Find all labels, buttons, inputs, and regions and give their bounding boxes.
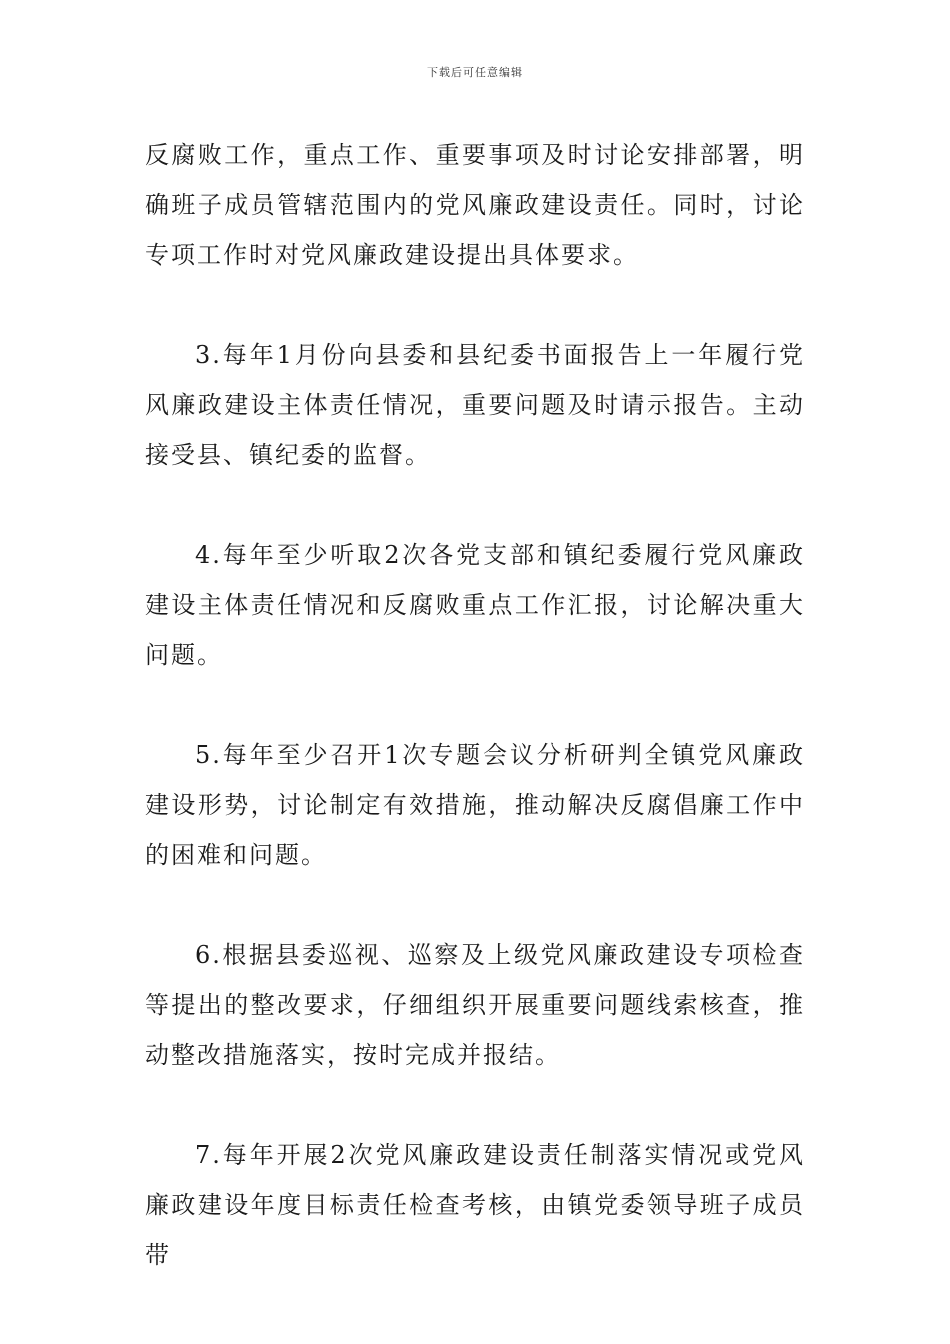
document-body (145, 130, 805, 1330)
paragraph-item-5: 5.每年至少召开1次专题会议分析研判全镇党风廉政建设形势，讨论制定有效措施，推动解决反腐倡廉工作中的困难和问题。 (145, 741, 805, 869)
paragraph-continuation: 反腐败工作，重点工作、重要事项及时讨论安排部署，明确班子成员管辖范围内的党风廉政建设责任。同时，讨论专项工作时对党风廉政建设提出具体要求。 (145, 141, 805, 269)
paragraph-item-3: 3.每年1月份向县委和县纪委书面报告上一年履行党风廉政建设主体责任情况，重要问题及时请示报告。主动接受县、镇纪委的监督。 (145, 341, 805, 469)
page-header: 下载后可任意编辑 (427, 66, 523, 79)
paragraph-item-4: 4.每年至少听取2次各党支部和镇纪委履行党风廉政建设主体责任情况和反腐败重点工作汇报，讨论解决重大问题。 (145, 541, 805, 669)
paragraph-item-7: 7.每年开展2次党风廉政建设责任制落实情况或党风廉政建设年度目标责任检查考核，由镇党委领导班子成员带 (145, 1141, 805, 1269)
paragraph-item-6: 6.根据县委巡视、巡察及上级党风廉政建设专项检查等提出的整改要求，仔细组织开展重要问题线索核查，推动整改措施落实，按时完成并报结。 (145, 941, 805, 1069)
